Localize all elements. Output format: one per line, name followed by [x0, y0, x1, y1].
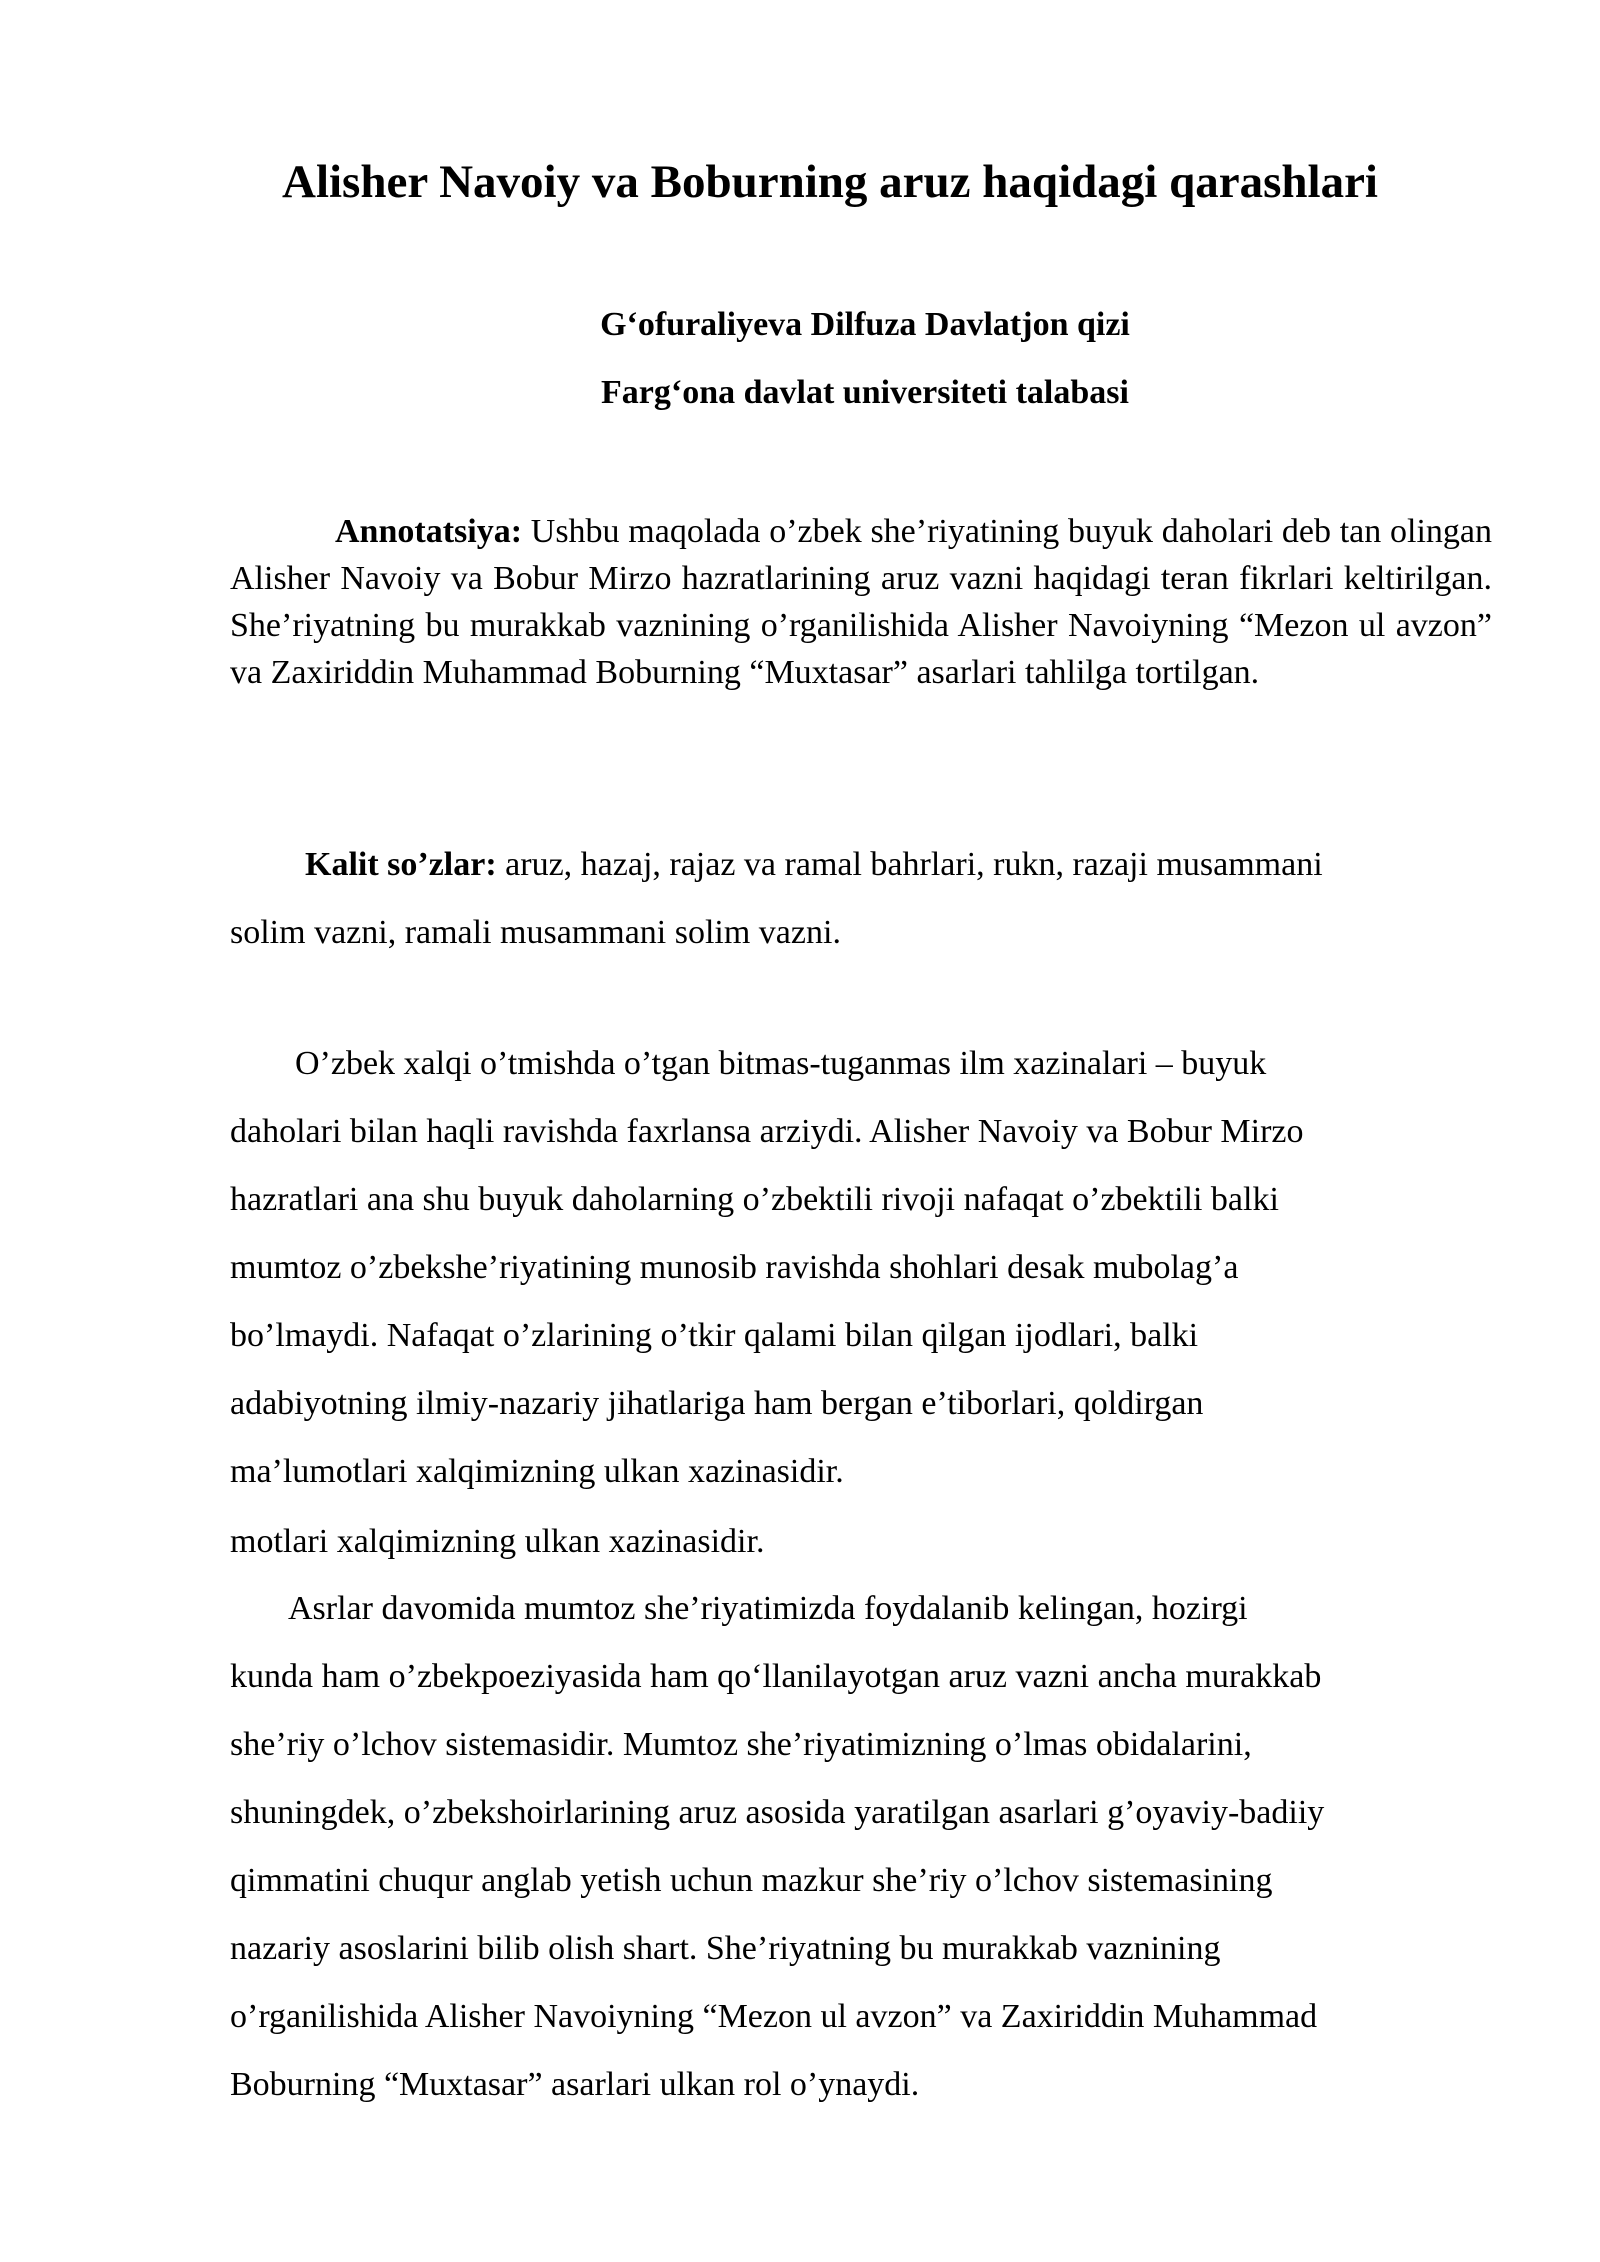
keywords-line-2: solim vazni, ramali musammani solim vazni.: [230, 914, 841, 951]
paragraph-line: shuningdek, o’zbekshoirlarining aruz asosida yaratilgan asarlari g’oyaviy-badiiy: [230, 1794, 1325, 1831]
paragraph-line: Boburning “Muxtasar” asarlari ulkan rol o’ynaydi.: [230, 2066, 920, 2103]
body-paragraph-1: [230, 1030, 1492, 1506]
paragraph-line: hazratlari ana shu buyuk daholarning o’zbektili rivoji nafaqat o’zbektili balki: [230, 1181, 1279, 1218]
paragraph-line: Asrlar davomida mumtoz she’riyatimizda foydalanib kelingan, hozirgi: [288, 1590, 1248, 1627]
paragraph-line: daholari bilan haqli ravishda faxrlansa arziydi. Alisher Navoiy va Bobur Mirzo: [230, 1113, 1304, 1150]
paragraph-line: ma’lumotlari xalqimizning ulkan xazinasidir.: [230, 1453, 844, 1490]
paragraph-line: bo’lmaydi. Nafaqat o’zlarining o’tkir qalami bilan qilgan ijodlari, balki: [230, 1317, 1199, 1354]
paragraph-line: she’riy o’lchov sistemasidir. Mumtoz she’riyatimizning o’lmas obidalarini,: [230, 1726, 1252, 1763]
document-title: Alisher Navoiy va Boburning aruz haqidagi qarashlari: [282, 156, 1378, 208]
paragraph-line: qimmatini chuqur anglab yetish uchun mazkur she’riy o’lchov sistemasining: [230, 1862, 1273, 1899]
paragraph-line: mumtoz o’zbekshe’riyatining munosib ravishda shohlari desak mubolag’a: [230, 1249, 1239, 1286]
paragraph-line: o’rganilishida Alisher Navoiyning “Mezon ul avzon” va Zaxiriddin Muhammad: [230, 1998, 1318, 2035]
author-affiliation: Farg‘ona davlat universiteti talabasi: [601, 374, 1129, 411]
body-paragraph-2: [230, 1575, 1492, 2119]
abstract-paragraph: [230, 508, 1492, 696]
keywords-label: Kalit so’zlar:: [305, 846, 497, 883]
paragraph-line: O’zbek xalqi o’tmishda o’tgan bitmas-tuganmas ilm xazinalari – buyuk: [295, 1045, 1267, 1082]
keywords-line-1: aruz, hazaj, rajaz va ramal bahrlari, rukn, razaji musammani: [496, 846, 1323, 883]
paragraph-line: nazariy asoslarini bilib olish shart. She’riyatning bu murakkab vaznining: [230, 1930, 1221, 1967]
duplicate-line: motlari xalqimizning ulkan xazinasidir.: [230, 1523, 765, 1560]
abstract-label: Annotatsiya:: [335, 513, 523, 550]
keywords-paragraph: [230, 831, 1492, 967]
abstract-text: Ushbu maqolada o’zbek she’riyatining buyuk daholari deb tan olingan Alisher Navoiy va Bobur Mirzo hazratlarining aruz vazni haqidagi teran fikrlari keltirilgan. She’riyatning bu murakkab vaznining o’rganilishida Alisher Navoiyning “Mezon ul avzon” va Zaxiriddin Muhammad Boburning “Muxtasar” asarlari tahlilga tortilgan.: [230, 513, 1492, 691]
paragraph-line: kunda ham o’zbekpoeziyasida ham qo‘llanilayotgan aruz vazni ancha murakkab: [230, 1658, 1322, 1695]
author-name: G‘ofuraliyeva Dilfuza Davlatjon qizi: [600, 306, 1130, 343]
paragraph-line: adabiyotning ilmiy-nazariy jihatlariga ham bergan e’tiborlari, qoldirgan: [230, 1385, 1204, 1422]
